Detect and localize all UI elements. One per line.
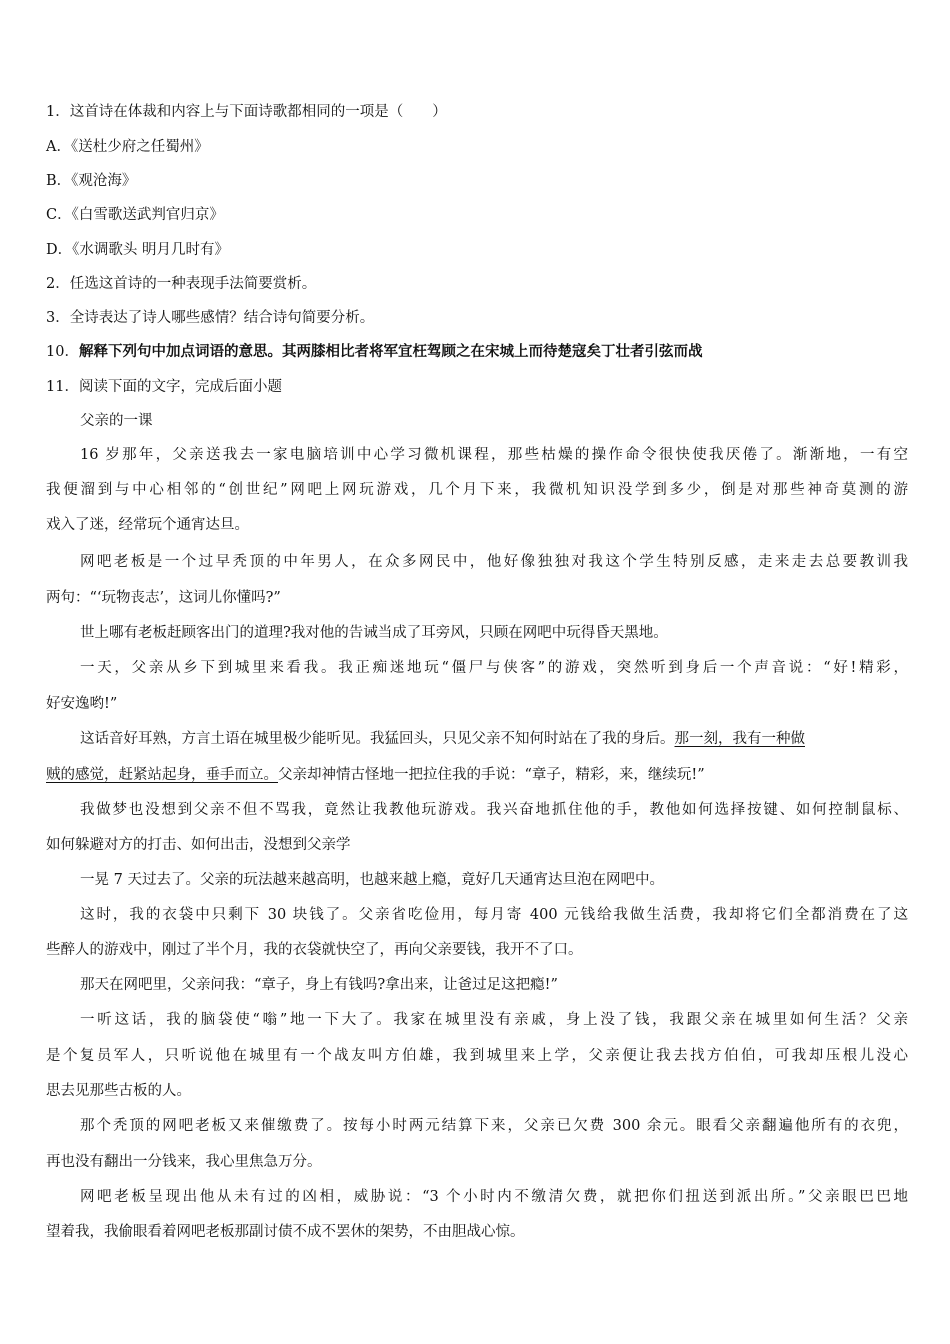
paragraph-text: 父亲却神情古怪地一把拉住我的手说：“章子，精彩，来，继续玩!” [278, 767, 705, 783]
paragraph-line: 这时，我的衣袋中只剩下 30 块钱了。父亲省吃俭用，每月寄 400 元钱给我做生活费，我却将它们全都消费在了这 [80, 907, 908, 923]
paragraph-line: 我做梦也没想到父亲不但不骂我，竟然让我教他玩游戏。我兴奋地抓住他的手，教他如何选择按键、如何控制鼠标、 [80, 802, 908, 818]
paragraph-line: 网吧老板是一个过早秃顶的中年男人，在众多网民中，他好像独独对我这个学生特别反感，走来走去总要教训我 [80, 554, 908, 570]
paragraph-line: 些醉人的游戏中，刚过了半个月，我的衣袋就快空了，再向父亲要钱，我开不了口。 [46, 942, 583, 958]
paragraph-line: 如何躲避对方的打击、如何出击，没想到父亲学 [46, 837, 351, 853]
paragraph-line: 我便溜到与中心相邻的“创世纪”网吧上网玩游戏，几个月下来，我微机知识没学到多少，倒是对那些神奇莫测的游 [46, 482, 908, 498]
paragraph-line: 网吧老板呈现出他从未有过的凶相，威胁说：“3 个小时内不缴清欠费，就把你们扭送到派出所。”父亲眼巴巴地 [80, 1189, 908, 1205]
paragraph-line: 好安逸哟!” [46, 696, 118, 712]
paragraph-line: 一晃 7 天过去了。父亲的玩法越来越高明，也越来越上瘾，竟好几天通宵达旦泡在网吧中。 [80, 872, 664, 888]
question-2: 2．任选这首诗的一种表现手法简要赏析。 [46, 276, 317, 292]
underlined-sentence: 贼的感觉，赶紧站起身，垂手而立。 [46, 767, 278, 783]
paragraph-line: 一听这话，我的脑袋使“嗡”地一下大了。我家在城里没有亲戚，身上没了钱，我跟父亲在城里如何生活？父亲 [80, 1012, 908, 1028]
underlined-sentence: 那一刻，我有一种做 [674, 731, 805, 747]
paragraph-line: 那个秃顶的网吧老板又来催缴费了。按每小时两元结算下来，父亲已欠费 300 余元。眼看父亲翻遍他所有的衣兜， [80, 1118, 908, 1134]
paragraph-line [80, 729, 908, 749]
question-10 [46, 342, 908, 362]
option-c: C．《白雪歌送武判官归京》 [46, 207, 224, 223]
paragraph-line [46, 765, 908, 785]
paragraph-line: 那天在网吧里，父亲问我：“章子，身上有钱吗?拿出来，让爸过足这把瘾!” [80, 977, 558, 993]
paragraph-line: 两句：“‘玩物丧志’，这词儿你懂吗?” [46, 590, 281, 606]
paragraph-line: 16 岁那年，父亲送我去一家电脑培训中心学习微机课程，那些枯燥的操作命令很快使我厌倦了。渐渐地，一有空 [80, 447, 908, 463]
paragraph-line: 望着我，我偷眼看着网吧老板那副讨债不成不罢休的架势，不由胆战心惊。 [46, 1224, 525, 1240]
paragraph-line: 戏入了迷，经常玩个通宵达旦。 [46, 517, 249, 533]
option-b: B．《观沧海》 [46, 173, 137, 189]
paragraph-line: 是个复员军人，只听说他在城里有一个战友叫方伯雄，我到城里来上学，父亲便让我去找方伯伯，可我却压根儿没心 [46, 1048, 908, 1064]
question-1: 1．这首诗在体裁和内容上与下面诗歌都相同的一项是（ ） [46, 104, 447, 120]
paragraph-line: 再也没有翻出一分钱来，我心里焦急万分。 [46, 1154, 322, 1170]
paragraph-line: 一天，父亲从乡下到城里来看我。我正痴迷地玩“僵尸与侠客”的游戏，突然听到身后一个声音说：“好!精彩， [80, 660, 908, 676]
paragraph-text: 这话音好耳熟，方言土语在城里极少能听见。我猛回头，只见父亲不知何时站在了我的身后。 [80, 731, 675, 747]
paragraph-line: 思去见那些古板的人。 [46, 1083, 191, 1099]
question-3: 3．全诗表达了诗人哪些感情？结合诗句简要分析。 [46, 310, 375, 326]
paragraph-line: 世上哪有老板赶顾客出门的道理?我对他的告诫当成了耳旁风，只顾在网吧中玩得昏天黑地。 [80, 625, 668, 641]
option-d: D．《水调歌头 明月几时有》 [46, 242, 229, 258]
question-10-text: 解释下列句中加点词语的意思。其两膝相比者将军宜枉驾顾之在宋城上而待楚寇矣丁壮者引弦而战 [78, 344, 703, 360]
question-10-number: 10． [46, 344, 79, 360]
option-a: A．《送杜少府之任蜀州》 [46, 139, 209, 155]
passage-title: 父亲的一课 [80, 413, 153, 429]
question-11: 11．阅读下面的文字，完成后面小题 [46, 379, 282, 395]
